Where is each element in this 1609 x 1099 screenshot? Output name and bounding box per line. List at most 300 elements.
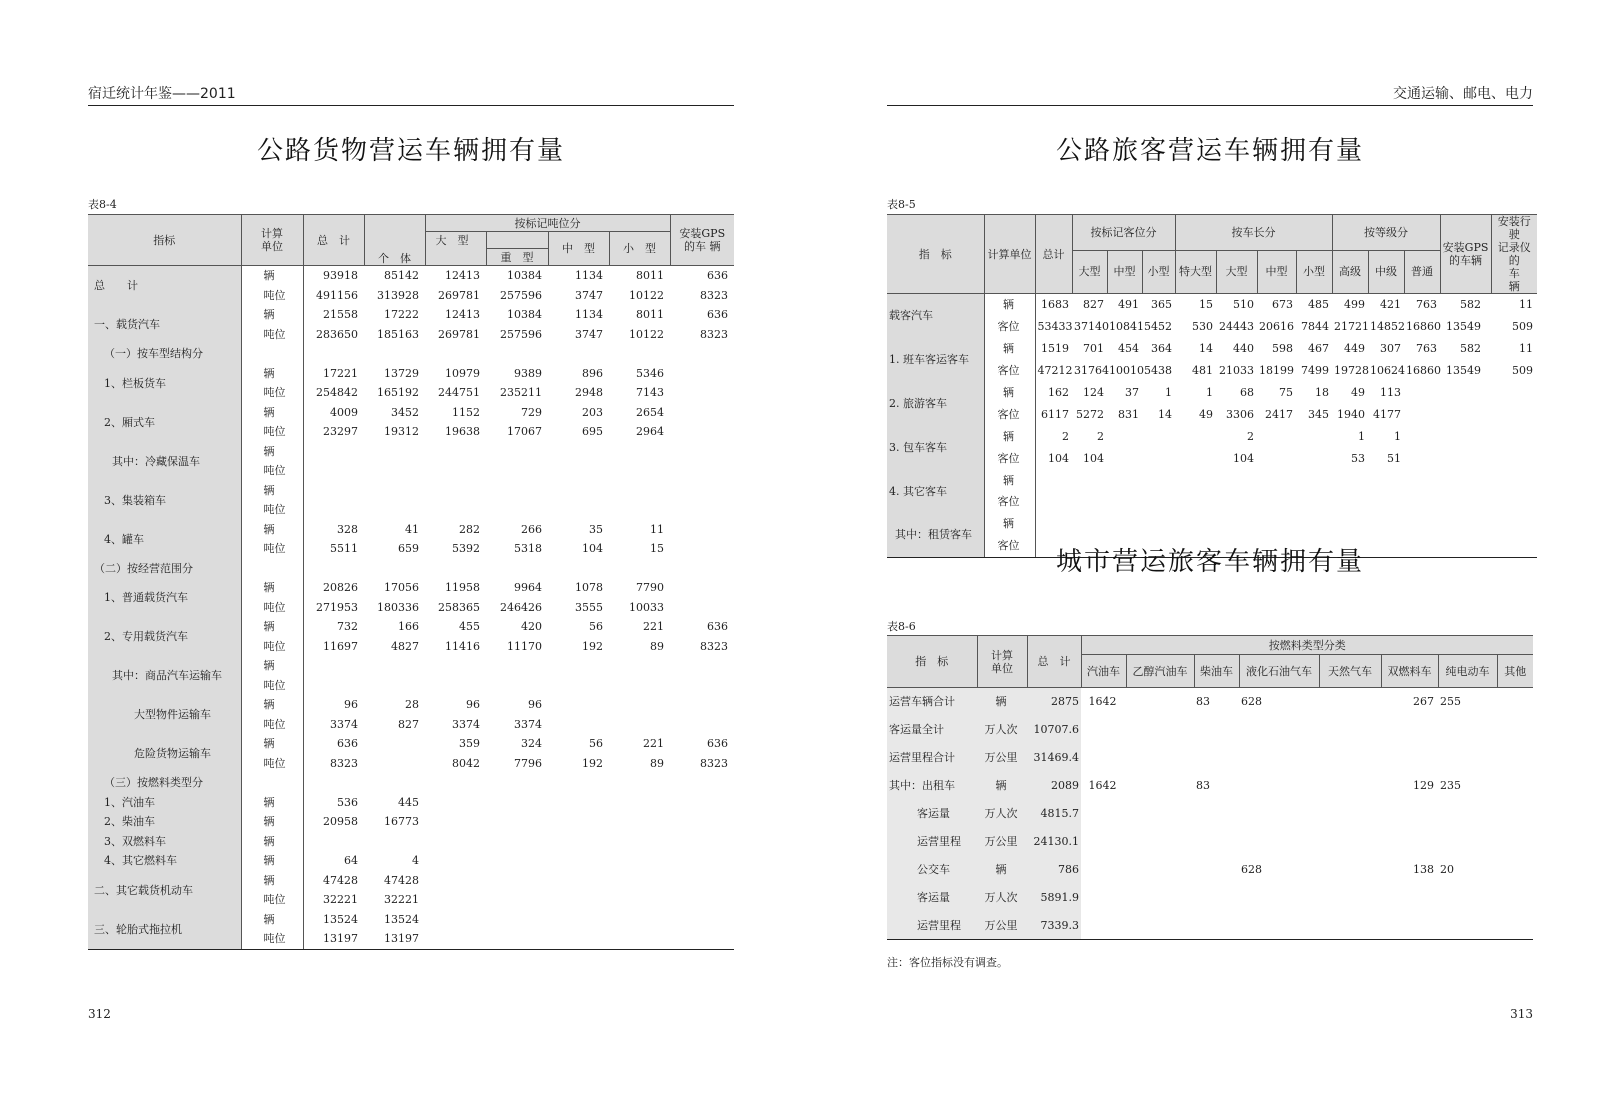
cell-value [1142, 469, 1175, 491]
row-unit: 辆 [241, 695, 303, 715]
cell-value [1319, 827, 1381, 855]
cell-value: 138 [1413, 862, 1434, 876]
cell-value: 10122 [629, 327, 664, 341]
cell-value: 449 [1344, 342, 1366, 356]
cell-value [1440, 491, 1491, 513]
cell-value [1257, 425, 1296, 447]
cell-value [364, 481, 425, 501]
row-unit: 吨位 [241, 637, 303, 657]
cell-value [1239, 716, 1319, 744]
cell-value: 10384 [507, 308, 542, 322]
cell-value [609, 871, 670, 891]
cell-value: 3306 [1226, 407, 1255, 421]
cell-value [1126, 911, 1194, 939]
cell-value: 19312 [384, 425, 419, 439]
row-indicator: 运营车辆合计 [887, 688, 977, 716]
cell-value [609, 656, 670, 676]
cell-value: 104 [1083, 451, 1104, 465]
table-row [88, 403, 734, 423]
cell-value: 20 [1440, 862, 1454, 876]
cell-value [1081, 827, 1126, 855]
row-indicator: 2、柴油车 [88, 812, 241, 832]
cell-value: 21033 [1219, 364, 1255, 378]
table-row [887, 827, 1533, 855]
cell-value [486, 442, 548, 462]
page-number-right: 313 [1510, 1007, 1533, 1021]
cell-value: 536 [337, 795, 358, 809]
cell-value: 15 [650, 542, 664, 556]
cell-value: 13524 [384, 912, 419, 926]
table-row [88, 520, 734, 540]
table-title-8-5: 公路旅客营运车辆拥有量 [1055, 136, 1364, 166]
table-row [88, 481, 734, 501]
cell-value: 17056 [384, 581, 419, 595]
row-indicator: 载客汽车 [887, 294, 984, 338]
cell-value [1175, 469, 1216, 491]
cell-value [364, 461, 425, 481]
cell-value: 53 [1351, 451, 1366, 465]
row-indicator: 4、罐车 [88, 520, 241, 559]
cell-value: 1 [1165, 386, 1173, 399]
cell-value: 185163 [377, 327, 419, 341]
cell-value: 75 [1279, 386, 1294, 399]
cell-value: 454 [1118, 342, 1139, 356]
t6-subcol: 乙醇汽油车 [1126, 655, 1194, 688]
running-header-left: 宿迁统计年鉴——2011 [88, 83, 734, 106]
cell-value [670, 422, 734, 442]
cell-value: 420 [521, 620, 542, 634]
cell-value: 35 [589, 522, 603, 536]
row-unit: 吨位 [241, 929, 303, 949]
cell-value [1381, 744, 1438, 772]
table-row [887, 294, 1537, 316]
table-8-5 [887, 214, 1537, 558]
cell-value [1491, 513, 1537, 535]
cell-value: 104 [1048, 451, 1069, 465]
cell-value [548, 890, 609, 910]
cell-value: 16860 [1406, 320, 1442, 334]
cell-value: 2948 [575, 386, 603, 400]
row-indicator: 3、双燃料车 [88, 832, 241, 852]
cell-value: 5452 [1144, 320, 1173, 334]
cell-value: 21721 [1334, 320, 1370, 334]
cell-value: 269781 [438, 327, 480, 341]
cell-value: 47428 [384, 873, 419, 887]
cell-value [1081, 855, 1126, 883]
cell-value [1107, 425, 1142, 447]
cell-value [609, 500, 670, 520]
cell-value [425, 442, 486, 462]
cell-value: 19728 [1334, 364, 1370, 378]
cell-value [1126, 883, 1194, 911]
cell-value: 166 [398, 620, 419, 634]
cell-value: 162 [1048, 386, 1069, 399]
cell-value: 11 [1491, 294, 1537, 316]
cell-value [1491, 382, 1537, 404]
cell-value: 1134 [575, 308, 603, 322]
t6-subcol: 其他 [1497, 655, 1533, 688]
table-row [88, 305, 734, 325]
col-heavy: 重 型 [486, 249, 548, 266]
cell-value: 13549 [1446, 364, 1482, 378]
cell-value: 659 [398, 542, 419, 556]
cell-value [425, 500, 486, 520]
cell-value: 467 [1308, 342, 1330, 356]
cell-value [1175, 447, 1216, 469]
row-indicator: 危险货物运输车 [88, 734, 241, 773]
cell-value: 104 [1233, 451, 1255, 465]
cell-value: 13729 [384, 366, 419, 380]
t5-col-by-length: 按车长分 [1175, 215, 1332, 251]
cell-value [609, 461, 670, 481]
cell-value: 10707.6 [1027, 716, 1081, 744]
row-indicator: 其中：租赁客车 [887, 513, 984, 557]
table-row [88, 910, 734, 930]
table-row [887, 382, 1537, 404]
table-row [887, 469, 1537, 491]
cell-value [1319, 800, 1381, 828]
cell-value: 12413 [445, 308, 480, 322]
t5-col-total: 总计 [1035, 215, 1072, 294]
right-page [887, 0, 1533, 1099]
table-row [88, 734, 734, 754]
table-row [88, 793, 734, 813]
t5-col-indicator: 指 标 [887, 215, 984, 294]
row-unit: 吨位 [241, 598, 303, 618]
cell-value [1319, 716, 1381, 744]
cell-value [1491, 469, 1537, 491]
cell-value: 6117 [1041, 407, 1069, 421]
row-indicator: 3、集装箱车 [88, 481, 241, 520]
cell-value: 269781 [438, 288, 480, 302]
cell-value: 23297 [323, 425, 358, 439]
cell-value: 16773 [384, 815, 419, 829]
cell-value: 10010 [1109, 364, 1144, 378]
cell-value: 203 [582, 405, 603, 419]
cell-value: 481 [1192, 364, 1214, 378]
cell-value: 10979 [445, 366, 480, 380]
cell-value [1438, 911, 1497, 939]
cell-value: 1134 [548, 266, 609, 286]
cell-value [303, 773, 364, 793]
cell-value [1175, 513, 1216, 535]
cell-value: 37140 [1074, 320, 1109, 334]
cell-value: 491156 [316, 288, 358, 302]
cell-value [670, 890, 734, 910]
cell-value [1440, 403, 1491, 425]
cell-value: 20616 [1259, 320, 1295, 334]
cell-value [1497, 827, 1533, 855]
cell-value: 68 [1240, 386, 1255, 399]
cell-value: 13549 [1446, 320, 1482, 334]
cell-value: 4815.7 [1027, 800, 1081, 828]
cell-value [303, 344, 364, 364]
table-row [88, 617, 734, 637]
cell-value [1497, 911, 1533, 939]
cell-value [1081, 800, 1126, 828]
cell-value [1381, 716, 1438, 744]
cell-value: 28 [405, 698, 419, 712]
cell-value: 10033 [629, 600, 664, 614]
cell-value [548, 851, 609, 871]
cell-value [1126, 827, 1194, 855]
cell-value: 96 [466, 698, 480, 712]
cell-value [670, 578, 734, 598]
cell-value: 11170 [507, 639, 542, 653]
cell-value [486, 890, 548, 910]
cell-value [548, 773, 609, 793]
cell-value [486, 851, 548, 871]
col-large: 大 型 [425, 232, 486, 249]
t5-subcol: 小型 [1296, 250, 1332, 293]
table-row [887, 491, 1537, 513]
row-indicator: 运营里程 [887, 911, 977, 939]
cell-value: 255 [1438, 688, 1497, 716]
cell-value: 3747 [575, 327, 603, 341]
cell-value [425, 344, 486, 364]
cell-value [548, 871, 609, 891]
row-indicator: 2. 旅游客车 [887, 382, 984, 426]
col-medium: 中 型 [548, 232, 609, 266]
cell-value: 636 [707, 308, 728, 322]
cell-value [425, 773, 486, 793]
cell-value [1035, 513, 1072, 535]
col-individual: 个 体 [364, 215, 425, 266]
cell-value: 636 [337, 737, 358, 751]
table-row [88, 832, 734, 852]
cell-value: 4177 [1373, 407, 1402, 421]
cell-value [1438, 744, 1497, 772]
cell-value: 235 [1440, 779, 1461, 793]
cell-value: 8011 [609, 266, 670, 286]
cell-value: 258365 [438, 600, 480, 614]
table-row [887, 513, 1537, 535]
cell-value [1381, 883, 1438, 911]
cell-value [303, 559, 364, 579]
cell-value [486, 500, 548, 520]
cell-value [425, 676, 486, 696]
row-unit: 辆 [984, 425, 1035, 447]
cell-value: 56 [589, 620, 603, 634]
cell-value: 13197 [364, 929, 425, 949]
cell-value: 1 [1358, 429, 1366, 443]
col-small: 小 型 [609, 232, 670, 266]
cell-value [670, 344, 734, 364]
row-unit: 辆 [241, 617, 303, 637]
cell-value [1107, 513, 1142, 535]
cell-value [1107, 491, 1142, 513]
cell-value: 7790 [636, 581, 664, 595]
cell-value [1081, 744, 1126, 772]
cell-value: 695 [582, 425, 603, 439]
cell-value [609, 715, 670, 735]
cell-value [670, 559, 734, 579]
cell-value: 2 [1247, 429, 1255, 443]
cell-value [1497, 744, 1533, 772]
cell-value [670, 383, 734, 403]
row-unit: 辆 [241, 403, 303, 423]
cell-value: 83 [1196, 779, 1210, 793]
running-header-right: 交通运输、邮电、电力 [887, 83, 1533, 106]
row-unit: 辆 [241, 910, 303, 930]
cell-value: 254842 [316, 386, 358, 400]
table-row [88, 344, 734, 364]
cell-value: 41 [405, 522, 419, 536]
cell-value [1126, 716, 1194, 744]
row-indicator: 2、厢式车 [88, 403, 241, 442]
t5-col-gps: 安装GPS 的车辆 [1440, 215, 1491, 294]
cell-value: 93918 [303, 266, 364, 286]
cell-value: 324 [521, 737, 542, 751]
table-row [887, 360, 1537, 382]
cell-value: 5891.9 [1027, 883, 1081, 911]
cell-value [670, 910, 734, 930]
row-indicator: 4、其它燃料车 [88, 851, 241, 871]
table-label-8-6: 表8-6 [887, 620, 916, 633]
cell-value: 283650 [316, 327, 358, 341]
row-indicator: 其中：出租车 [887, 772, 977, 800]
row-unit: 客位 [984, 447, 1035, 469]
t5-col-by-grade: 按等级分 [1332, 215, 1440, 251]
table-row [887, 688, 1533, 716]
table-row [88, 695, 734, 715]
cell-value [670, 832, 734, 852]
row-indicator: 1、普通载货汽车 [88, 578, 241, 617]
cell-value [548, 910, 609, 930]
cell-value [1194, 800, 1239, 828]
row-indicator: 二、其它载货机动车 [88, 871, 241, 910]
cell-value: 8323 [330, 756, 358, 770]
t6-subcol: 柴油车 [1194, 655, 1239, 688]
cell-value: 7796 [514, 756, 542, 770]
cell-value [364, 754, 425, 774]
cell-value: 582 [1460, 342, 1482, 356]
cell-value [303, 832, 364, 852]
cell-value [1126, 688, 1194, 716]
cell-value [486, 676, 548, 696]
t5-subcol: 中型 [1257, 250, 1296, 293]
cell-value [1440, 382, 1491, 404]
cell-value [670, 442, 734, 462]
cell-value [1239, 800, 1319, 828]
cell-value [486, 481, 548, 501]
cell-value: 13524 [323, 912, 358, 926]
cell-value [670, 929, 734, 949]
table-row [887, 883, 1533, 911]
row-unit [241, 773, 303, 793]
cell-value: 282 [459, 522, 480, 536]
cell-value: 8011 [636, 308, 664, 322]
table-row [887, 800, 1533, 828]
cell-value [1239, 911, 1319, 939]
cell-value: 763 [1404, 294, 1440, 316]
cell-value [1296, 425, 1332, 447]
cell-value [548, 695, 609, 715]
cell-value [486, 832, 548, 852]
cell-value [425, 559, 486, 579]
cell-value: 37 [1125, 386, 1139, 399]
cell-value: 3374 [514, 717, 542, 731]
cell-value: 192 [582, 639, 603, 653]
row-unit: 辆 [241, 481, 303, 501]
cell-value [1440, 469, 1491, 491]
cell-value: 49 [1351, 386, 1366, 399]
cell-value [486, 793, 548, 813]
cell-value [1194, 911, 1239, 939]
cell-value: 5392 [452, 542, 480, 556]
cell-value [1497, 688, 1533, 716]
cell-value [1319, 855, 1381, 883]
cell-value: 221 [643, 737, 664, 751]
cell-value [486, 812, 548, 832]
cell-value [548, 656, 609, 676]
cell-value: 180336 [377, 600, 419, 614]
cell-value [364, 559, 425, 579]
cell-value: 445 [398, 795, 419, 809]
cell-value [548, 500, 609, 520]
cell-value [1438, 716, 1497, 744]
table-row [887, 772, 1533, 800]
t5-subcol: 大型 [1216, 250, 1257, 293]
cell-value [364, 832, 425, 852]
row-indicator: 1、汽油车 [88, 793, 241, 813]
cell-value [1296, 447, 1332, 469]
cell-value: 328 [337, 522, 358, 536]
cell-value [1491, 425, 1537, 447]
cell-value: 3374 [452, 717, 480, 731]
cell-value [486, 871, 548, 891]
cell-value [1035, 469, 1072, 491]
row-unit: 辆 [241, 364, 303, 384]
t5-col-recorder: 安装行驶 记录仪的 车 辆 [1491, 215, 1537, 294]
table-title-8-6: 城市营运旅客车辆拥有量 [1055, 547, 1364, 577]
cell-value [548, 929, 609, 949]
cell-value [1491, 403, 1537, 425]
cell-value: 491 [1107, 294, 1142, 316]
col-gps: 安装GPS 的车 辆 [670, 215, 734, 266]
cell-value [425, 871, 486, 891]
cell-value [609, 910, 670, 930]
cell-value [1239, 772, 1319, 800]
cell-value: 18 [1315, 386, 1330, 399]
cell-value [486, 773, 548, 793]
cell-value [1126, 772, 1194, 800]
page-number-left: 312 [88, 1007, 111, 1021]
row-indicator: 三、轮胎式拖拉机 [88, 910, 241, 950]
cell-value [303, 676, 364, 696]
cell-value: 3747 [575, 288, 603, 302]
cell-value [609, 344, 670, 364]
row-unit: 辆 [241, 656, 303, 676]
row-unit [241, 559, 303, 579]
cell-value [364, 676, 425, 696]
cell-value: 32221 [384, 893, 419, 907]
cell-value: 4 [412, 854, 419, 868]
cell-value: 124 [1083, 386, 1104, 399]
cell-value: 636 [707, 737, 728, 751]
cell-value [364, 500, 425, 520]
cell-value [670, 656, 734, 676]
cell-value [670, 598, 734, 618]
cell-value: 421 [1368, 294, 1404, 316]
cell-value: 3555 [575, 600, 603, 614]
col-heavy-spacer [486, 232, 548, 249]
row-unit: 辆 [984, 338, 1035, 360]
cell-value [425, 929, 486, 949]
row-unit: 万公里 [977, 827, 1027, 855]
table-row [887, 447, 1537, 469]
table-8-4-body [88, 266, 734, 950]
